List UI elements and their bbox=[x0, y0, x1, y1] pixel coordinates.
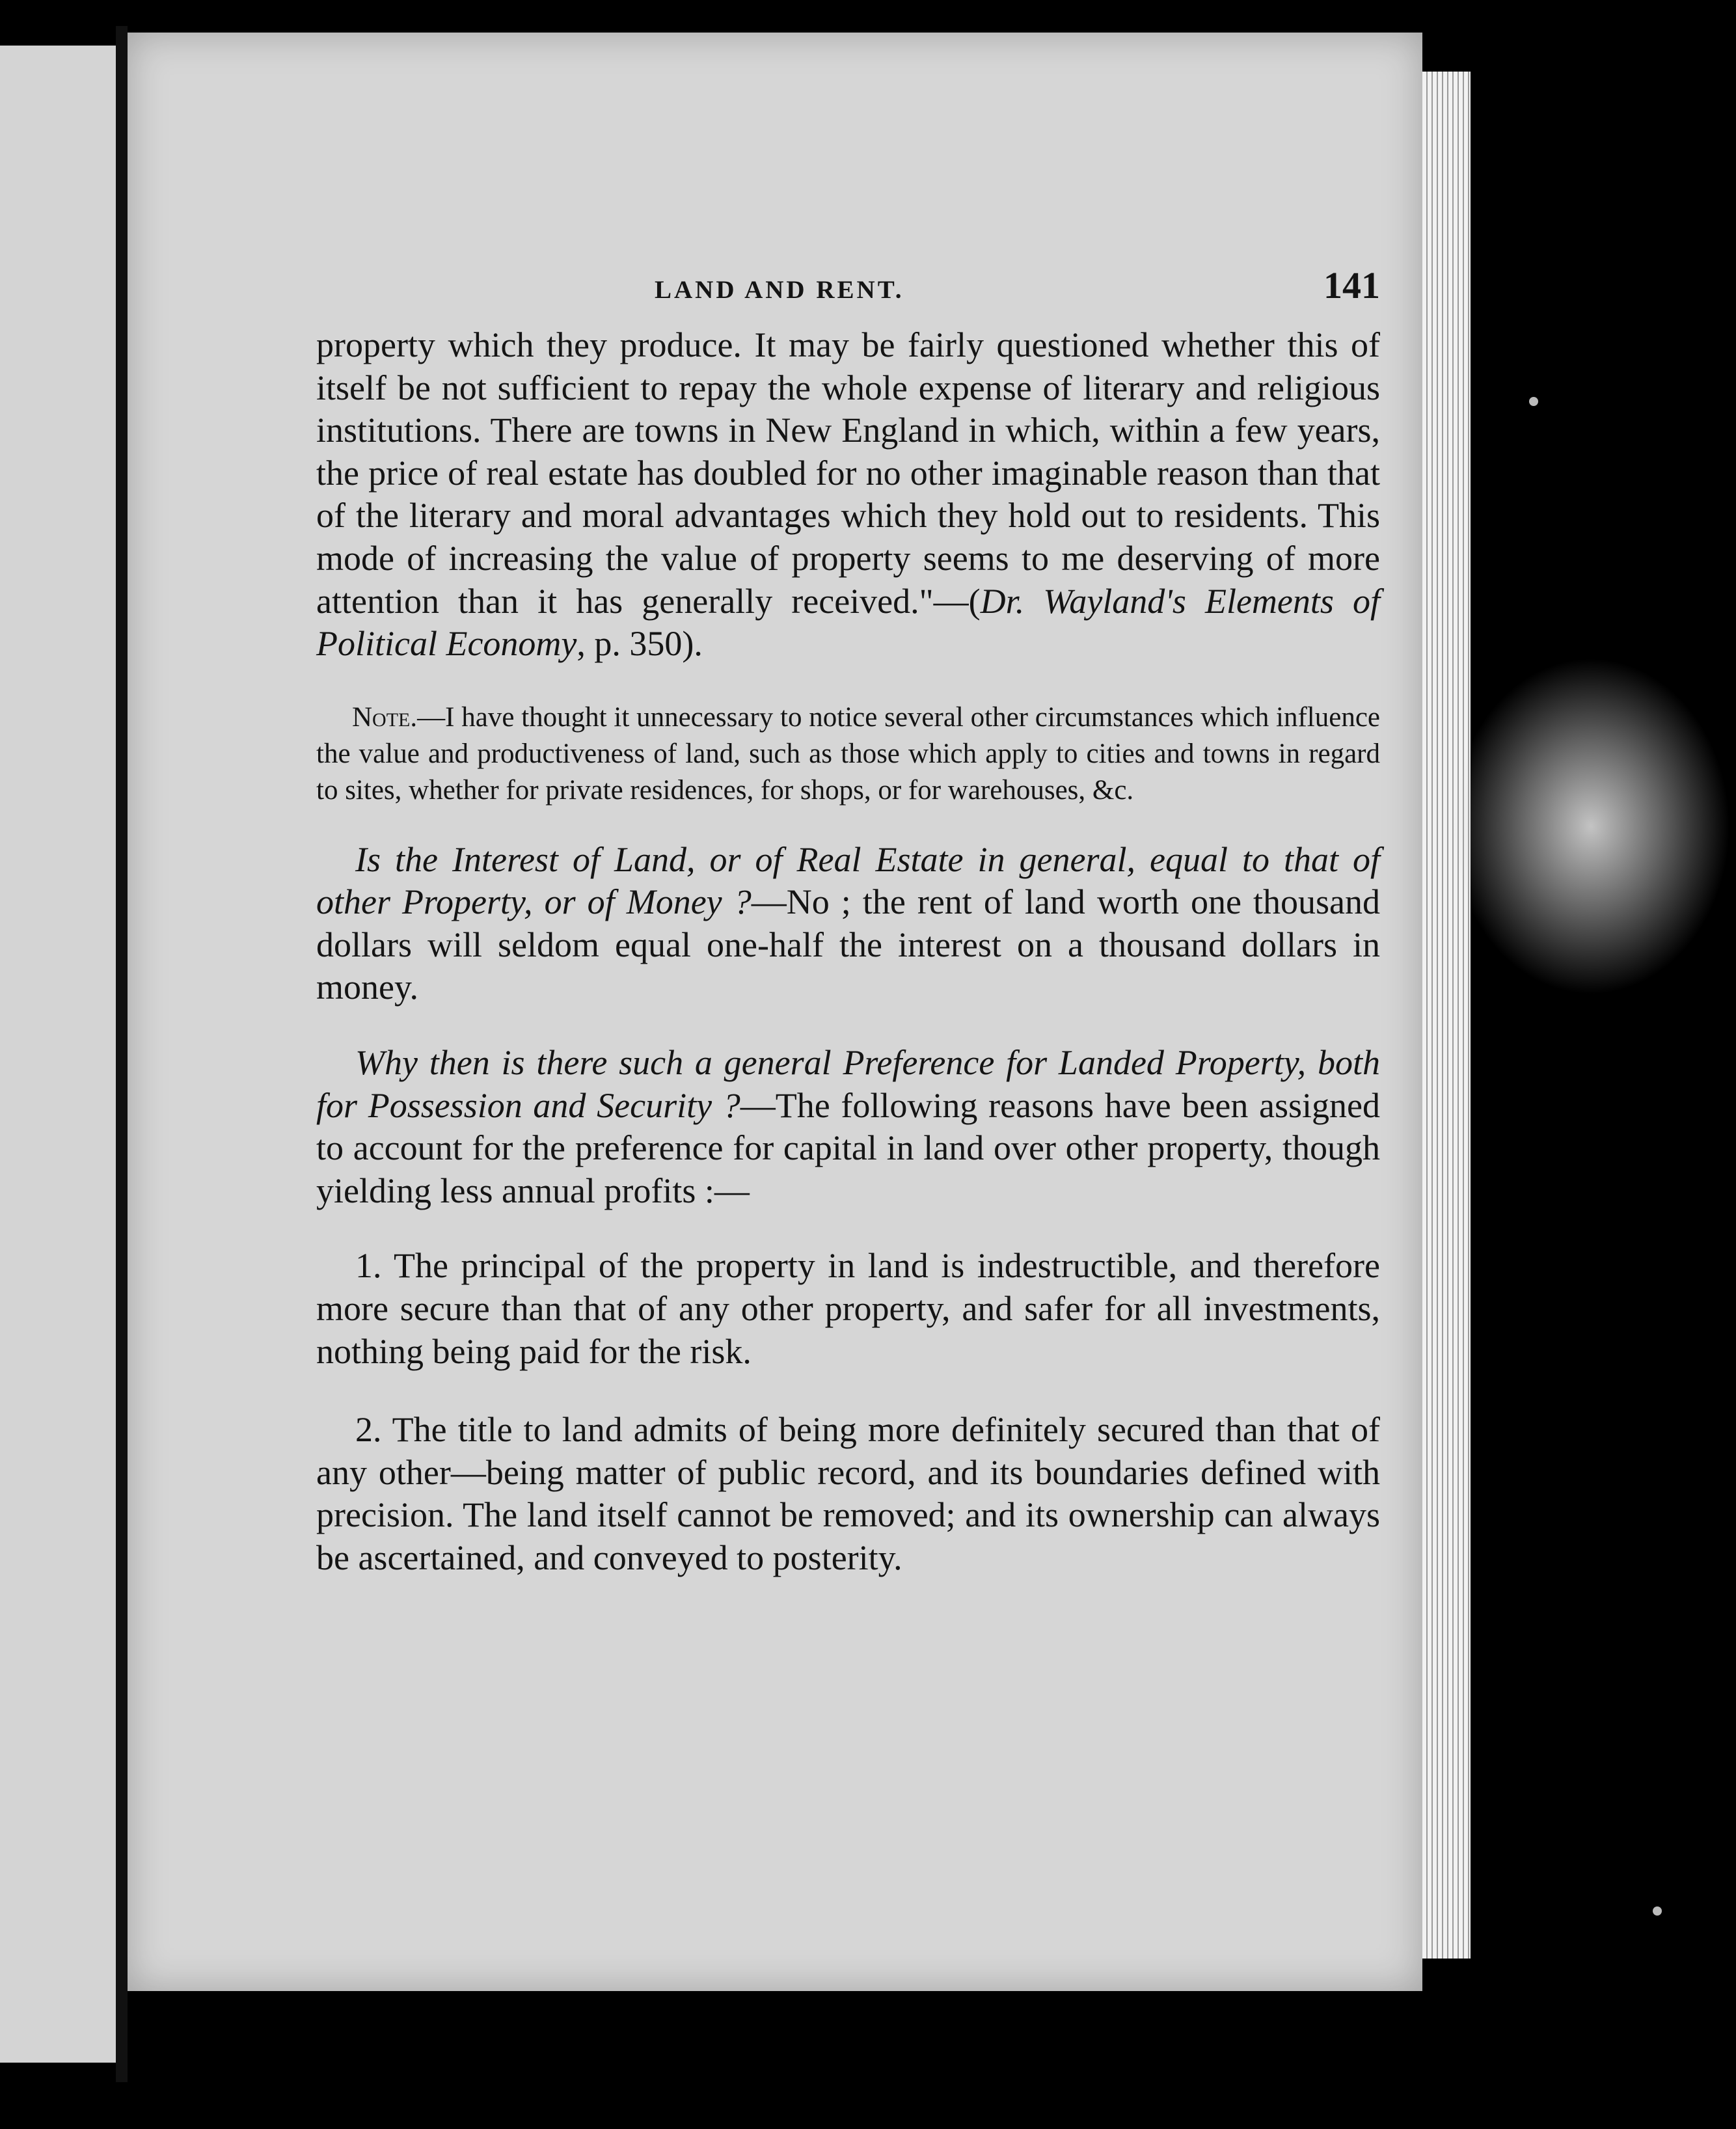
page-number: 141 bbox=[1323, 264, 1380, 306]
page-body bbox=[316, 324, 1380, 1616]
book-gutter bbox=[116, 26, 128, 2082]
note-text: —I have thought it unnecessary to notice several other circumstances which influence the value and productiveness of land, such as those which apply to cities and towns in regard to sites, whether for private residences, for shops, or for warehouses, &c. bbox=[316, 701, 1380, 806]
footnote bbox=[316, 699, 1380, 809]
dust-speck bbox=[1529, 397, 1538, 406]
dust-speck bbox=[1653, 1906, 1662, 1916]
answer-1: —No ; the rent of land worth one thousand dollars will seldom equal one-half the interest on a thousand dollars in money. bbox=[316, 882, 1381, 1007]
question-answer-2 bbox=[316, 1042, 1380, 1212]
book-page bbox=[128, 33, 1422, 1991]
page-header bbox=[316, 264, 1380, 316]
citation-page: , p. 350). bbox=[576, 624, 703, 664]
continued-paragraph bbox=[316, 324, 1380, 666]
note-label: Note. bbox=[352, 701, 418, 733]
citation-title: Dr. Wayland's Elements of Political Economy bbox=[316, 581, 1380, 664]
question-2: Why then is there such a general Preference for Landed Property, both for Possession and Security ? bbox=[316, 1042, 1380, 1125]
facing-page-edge bbox=[0, 46, 116, 2063]
running-head: LAND AND RENT. bbox=[655, 276, 904, 304]
list-item: 1. The principal of the property in land is indestructible, and therefore more secure than that of any other property, and safer for all investments, nothing being paid for the risk. bbox=[316, 1246, 1380, 1371]
answer-2: —The following reasons have been assigned to account for the preference for capital in land over other property, though yielding less annual profits :— bbox=[316, 1085, 1380, 1210]
question-1: Is the Interest of Land, or of Real Estate in general, equal to that of other Property, or of Money ? bbox=[316, 839, 1380, 922]
question-answer-1 bbox=[316, 839, 1380, 1009]
list-item: 2. The title to land admits of being more definitely secured than that of any other—being matter of public record, and its boundaries defined with precision. The land itself cannot be removed; and its ownership can always be ascertained, and conveyed to posterity. bbox=[316, 1410, 1380, 1578]
paper-debris bbox=[1451, 657, 1731, 996]
paragraph-text: property which they produce. It may be fairly questioned whether this of itself be not sufficient to repay the whole expense of literary and religious institutions. There are towns in New England in which, within a few years, the price of real estate has doubled for no other imaginable reason than that of the literary and moral advantages which they hold out to residents. This mode of increasing the value of property seems to me deserving of more attention than it has generally received."—( bbox=[316, 325, 1380, 621]
